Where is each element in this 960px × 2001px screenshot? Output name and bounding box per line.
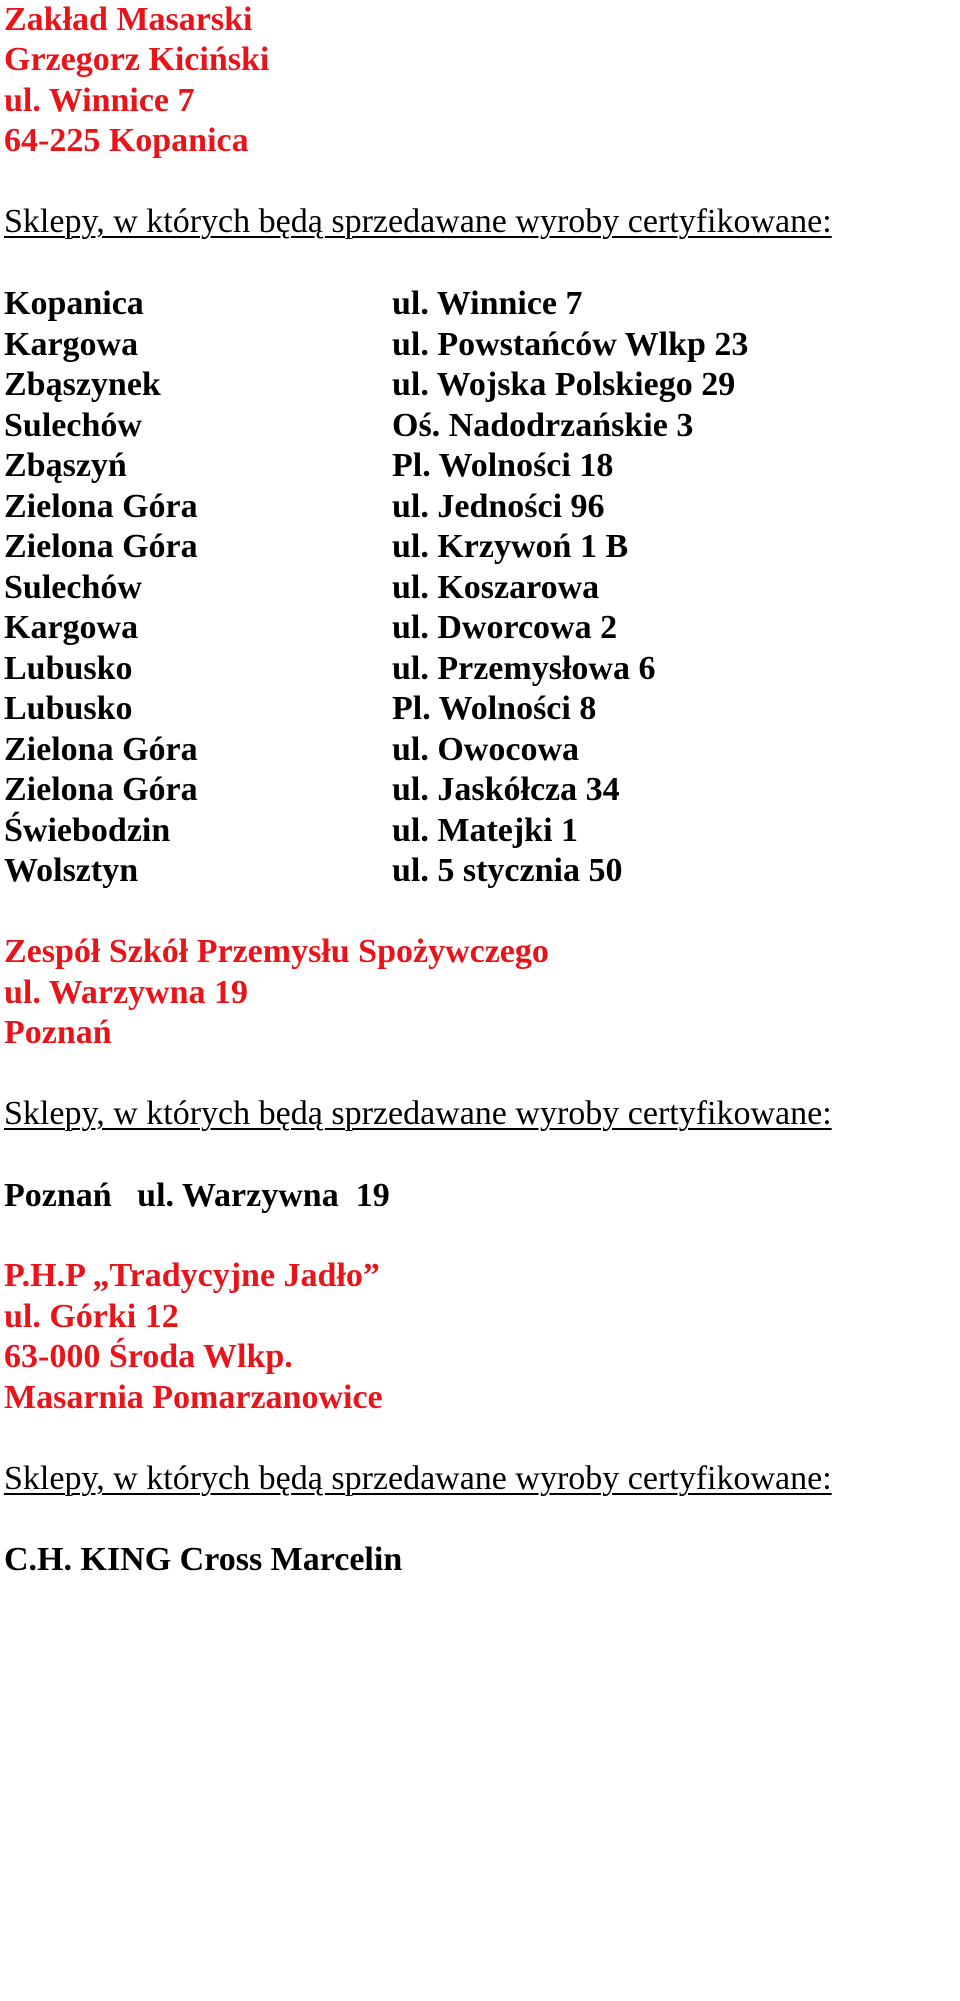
shop-address: Pl. Wolności 8 xyxy=(392,690,597,727)
shop-city: Zielona Góra xyxy=(4,488,198,525)
shop-city: Lubusko xyxy=(4,690,133,727)
shop-city: Kopanica xyxy=(4,285,144,322)
shop-city: Kargowa xyxy=(4,326,139,363)
shop-city: Zbąszyń xyxy=(4,447,127,484)
shop-address: ul. Krzywoń 1 B xyxy=(392,528,629,565)
shop-address: ul. Koszarowa xyxy=(392,569,600,606)
shops-heading-3: Sklepy, w których będą sprzedawane wyroby certyfikowane: xyxy=(4,1460,832,1497)
shop-city: Kargowa xyxy=(4,609,139,646)
shop-address: ul. Winnice 7 xyxy=(392,285,583,322)
company-owner-1: Grzegorz Kiciński xyxy=(4,41,270,78)
shop-address: ul. Dworcowa 2 xyxy=(392,609,618,646)
shop-address: ul. Powstańców Wlkp 23 xyxy=(392,326,749,363)
shop-city: Świebodzin xyxy=(4,812,171,849)
company-street-3: ul. Górki 12 xyxy=(4,1298,179,1335)
shop-address: ul. Wojska Polskiego 29 xyxy=(392,366,736,403)
shops-heading-2: Sklepy, w których będą sprzedawane wyroby certyfikowane: xyxy=(4,1095,832,1132)
company-name-2: Zespół Szkół Przemysłu Spożywczego xyxy=(4,933,549,970)
shop-city: Zielona Góra xyxy=(4,771,198,808)
company-city-2: Poznań xyxy=(4,1014,112,1051)
shop-entry-2: Poznań ul. Warzywna 19 xyxy=(4,1177,390,1214)
shop-address: ul. Jedności 96 xyxy=(392,488,605,525)
shop-city: Zielona Góra xyxy=(4,731,198,768)
shop-city: Sulechów xyxy=(4,569,142,606)
shop-address: ul. Jaskółcza 34 xyxy=(392,771,620,808)
company-city-1: 64-225 Kopanica xyxy=(4,122,249,159)
shop-city: Zielona Góra xyxy=(4,528,198,565)
company-city-3: 63-000 Środa Wlkp. xyxy=(4,1338,293,1375)
shop-city: Wolsztyn xyxy=(4,852,139,889)
shop-address: ul. Przemysłowa 6 xyxy=(392,650,656,687)
shop-city: Sulechów xyxy=(4,407,142,444)
shop-address: ul. Owocowa xyxy=(392,731,579,768)
company-name-1: Zakład Masarski xyxy=(4,1,253,38)
company-street-1: ul. Winnice 7 xyxy=(4,82,195,119)
shop-address: Pl. Wolności 18 xyxy=(392,447,614,484)
company-subname-3: Masarnia Pomarzanowice xyxy=(4,1379,383,1416)
shop-city: Lubusko xyxy=(4,650,133,687)
company-name-3: P.H.P „Tradycyjne Jadło” xyxy=(4,1257,380,1294)
shop-address: ul. 5 stycznia 50 xyxy=(392,852,623,889)
company-street-2: ul. Warzywna 19 xyxy=(4,974,249,1011)
shop-city: Zbąszynek xyxy=(4,366,161,403)
shop-address: ul. Matejki 1 xyxy=(392,812,579,849)
shop-address: Oś. Nadodrzańskie 3 xyxy=(392,407,694,444)
shop-entry-3: C.H. KING Cross Marcelin xyxy=(4,1541,403,1578)
shops-heading-1: Sklepy, w których będą sprzedawane wyroby certyfikowane: xyxy=(4,203,832,240)
